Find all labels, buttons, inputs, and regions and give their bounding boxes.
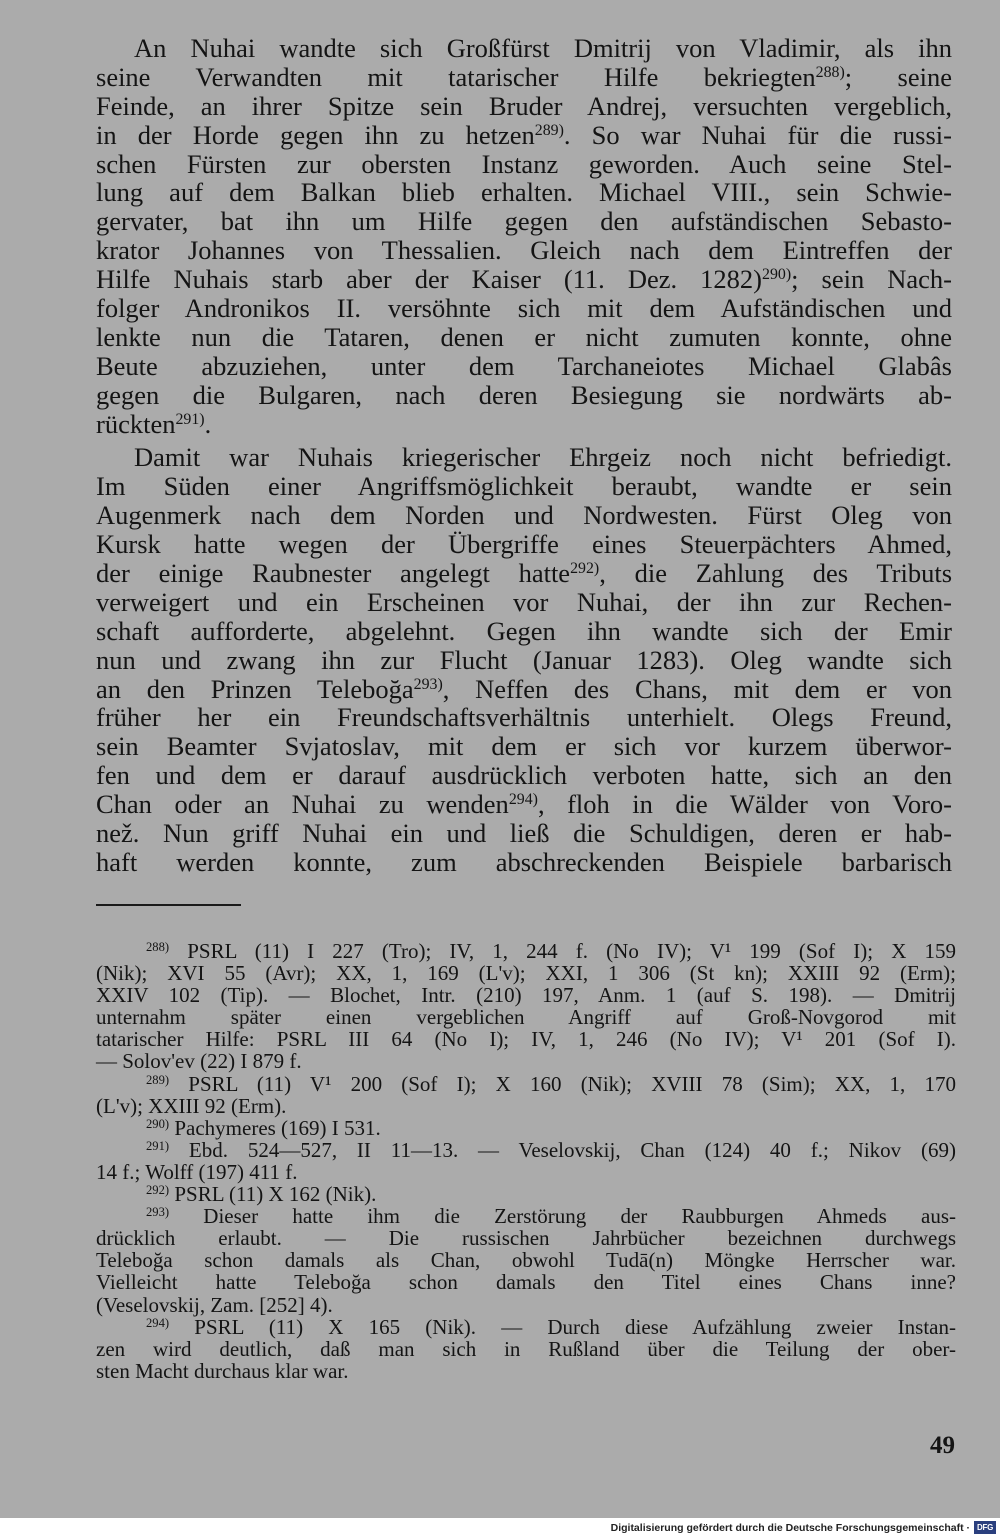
footnote-marker: 291) xyxy=(146,1138,170,1153)
text-line-text: An Nuhai wandte sich Großfürst Dmitrij von Vladimir, als ihn xyxy=(134,33,952,63)
text-line-text: Chan oder an Nuhai zu wenden xyxy=(96,789,509,820)
text-line-text: seine Verwandten mit tatarischer Hilfe bekriegten xyxy=(96,61,816,92)
text-line-text-after-marker: . xyxy=(204,408,212,439)
text-line-text: lenkte nun die Tataren, denen er nicht zumuten konnte, ohne xyxy=(96,321,952,352)
text-line xyxy=(96,732,952,761)
page-number: 49 xyxy=(930,1432,955,1459)
text-line xyxy=(96,703,952,732)
text-line-text: rückten xyxy=(96,408,176,439)
text-line xyxy=(96,63,952,92)
footnote-marker: 290) xyxy=(762,266,792,284)
text-line-text-after-marker: , floh in die Wälder von Voro- xyxy=(537,789,952,820)
text-line-text-after-marker: , Neffen des Chans, mit dem er von xyxy=(442,673,952,704)
digitization-credit: Digitalisierung gefördert durch die Deutsche Forschungsgemeinschaft · xyxy=(610,1522,970,1534)
text-line xyxy=(96,617,952,646)
text-line-text: gervater, bat ihn um Hilfe gegen den aufständischen Sebasto- xyxy=(96,206,952,237)
text-line xyxy=(96,265,952,294)
text-line-text: schaft aufforderte, abgelehnt. Gegen ihn wandte sich der Emir xyxy=(96,615,952,646)
footnote-line-text: sten Macht durchaus klar war. xyxy=(96,1358,349,1383)
text-line xyxy=(96,819,952,848)
text-line-text: folger Andronikos II. versöhnte sich mit dem Aufständischen und xyxy=(96,293,952,324)
footnote-line xyxy=(96,962,956,984)
text-line-text: schen Fürsten zur obersten Instanz geworden. Auch seine Stel- xyxy=(96,148,952,179)
text-line xyxy=(96,790,952,819)
footnote-marker: 288) xyxy=(815,64,845,82)
text-line xyxy=(96,410,952,439)
footnote-line xyxy=(96,1316,956,1338)
footnote-marker: 292) xyxy=(146,1183,170,1198)
text-line-text-after-marker: ; seine xyxy=(844,61,952,92)
footnote-line-text-after-marker: Pachymeres (169) I 531. xyxy=(169,1115,381,1140)
footnote-line-text: 14 f.; Wolff (197) 411 f. xyxy=(96,1159,298,1184)
footnote-line-text: — Solov'ev (22) I 879 f. xyxy=(96,1049,302,1074)
footnote-line-text: XXIV 102 (Tip). — Blochet, Intr. (210) 197, Anm. 1 (auf S. 198). — Dmitrij xyxy=(96,983,956,1008)
footnote-line xyxy=(96,1205,956,1227)
footnote-line xyxy=(96,1227,956,1249)
footnote-separator xyxy=(96,904,241,906)
text-line xyxy=(96,150,952,179)
text-line xyxy=(96,588,952,617)
text-line xyxy=(96,294,952,323)
footnote-line xyxy=(96,1183,956,1205)
text-line xyxy=(96,501,952,530)
text-line-text: Kursk hatte wegen der Übergriffe eines Steuerpächters Ahmed, xyxy=(96,529,952,560)
dfg-logo: DFG xyxy=(974,1521,996,1534)
footnote-marker: 289) xyxy=(146,1072,170,1087)
footnote-line-text-after-marker: PSRL (11) X 165 (Nik). — Durch diese Aufzählung zweier Instan- xyxy=(169,1314,956,1339)
footnote-line-text: (Nik); XVI 55 (Avr); XX, 1, 169 (L'v); XXI, 1 306 (St kn); XXIII 92 (Erm); xyxy=(96,961,956,986)
text-line-text-after-marker: , die Zahlung des Tributs xyxy=(599,558,953,589)
footnote-line xyxy=(96,1139,956,1161)
text-line xyxy=(96,352,952,381)
text-line-text: lung auf dem Balkan blieb erhalten. Michael VIII., sein Schwie- xyxy=(96,177,952,208)
text-line-text: früher her ein Freundschaftsverhältnis unterhielt. Olegs Freund, xyxy=(96,702,952,733)
footnote-line xyxy=(96,940,956,962)
text-line xyxy=(96,207,952,236)
text-line-text: nun und zwang ihn zur Flucht (Januar 1283). Oleg wandte sich xyxy=(96,644,952,675)
text-line xyxy=(96,443,952,472)
text-line-text: než. Nun griff Nuhai ein und ließ die Schuldigen, deren er hab- xyxy=(96,818,952,849)
footnote-line-text-after-marker: Ebd. 524—527, II 11—13. — Veselovskij, Chan (124) 40 f.; Nikov (69) xyxy=(169,1137,956,1162)
text-line xyxy=(96,323,952,352)
footnote-line-text-after-marker: PSRL (11) I 227 (Tro); IV, 1, 244 f. (No IV); V¹ 199 (Sof I); X 159 xyxy=(169,939,956,963)
text-line-text: krator Johannes von Thessalien. Gleich nach dem Eintreffen der xyxy=(96,235,952,266)
footnote-line-text: drücklich erlaubt. — Die russischen Jahrbücher bezeichnen durchwegs xyxy=(96,1226,956,1251)
footnote-line-text: (Veselovskij, Zam. [252] 4). xyxy=(96,1292,333,1317)
text-line xyxy=(96,530,952,559)
text-line xyxy=(96,34,952,63)
text-line-text: fen und dem er darauf ausdrücklich verboten hatte, sich an den xyxy=(96,760,952,791)
text-line xyxy=(96,92,952,121)
footnote-marker: 294) xyxy=(508,791,538,809)
text-line-text: Beute abzuziehen, unter dem Tarchaneiotes Michael Glabâs xyxy=(96,350,952,381)
footnote-line-text: tatarischer Hilfe: PSRL III 64 (No I); IV, 1, 246 (No IV); V¹ 201 (Sof I). xyxy=(96,1027,956,1052)
footnote-line-text-after-marker: PSRL (11) X 162 (Nik). xyxy=(169,1182,377,1207)
footnote-line xyxy=(96,1294,956,1316)
footnote-line xyxy=(96,984,956,1006)
text-line-text: Feinde, an ihrer Spitze sein Bruder Andrej, versuchten vergeblich, xyxy=(96,90,952,121)
text-line-text: sein Beamter Svjatoslav, mit dem er sich vor kurzem überwor- xyxy=(96,731,952,762)
footnote-marker: 292) xyxy=(570,560,600,578)
text-line-text: verweigert und ein Erscheinen vor Nuhai, der ihn zur Rechen- xyxy=(96,586,952,617)
footnote-line xyxy=(96,1073,956,1095)
footnote-line-text: Teleboğa schon damals als Chan, obwohl Tudā(n) Möngke Herrscher war. xyxy=(96,1248,956,1273)
footnote-marker: 293) xyxy=(146,1205,170,1220)
text-line-text: Augenmerk nach dem Norden und Nordwesten. Fürst Oleg von xyxy=(96,500,952,531)
footnote-marker: 293) xyxy=(413,675,443,693)
text-line xyxy=(96,121,952,150)
footnote-line xyxy=(96,1338,956,1360)
text-line-text: in der Horde gegen ihn zu hetzen xyxy=(96,119,535,150)
footnote-marker: 291) xyxy=(175,410,205,428)
text-line-text: Hilfe Nuhais starb aber der Kaiser (11. Dez. 1282) xyxy=(96,264,762,295)
footnote-line xyxy=(96,1117,956,1139)
text-line xyxy=(96,646,952,675)
text-line xyxy=(96,381,952,410)
footnote-line xyxy=(96,1006,956,1028)
footnote-line-text-after-marker: PSRL (11) V¹ 200 (Sof I); X 160 (Nik); XVIII 78 (Sim); XX, 1, 170 xyxy=(169,1071,956,1096)
text-line-text: an den Prinzen Teleboğa xyxy=(96,673,414,704)
footnote-line xyxy=(96,1360,956,1382)
text-line xyxy=(96,675,952,704)
footnote-line xyxy=(96,1161,956,1183)
footnote-line-text: zen wird deutlich, daß man sich in Rußland über die Teilung der ober- xyxy=(96,1336,956,1361)
text-line xyxy=(96,559,952,588)
text-line xyxy=(96,236,952,265)
text-line xyxy=(96,178,952,207)
footnote-marker: 294) xyxy=(146,1315,170,1330)
text-line-text: gegen die Bulgaren, nach deren Besiegung sie nordwärts ab- xyxy=(96,379,952,410)
footnotes-block xyxy=(96,940,956,1382)
text-line xyxy=(96,472,952,501)
footnote-line xyxy=(96,1095,956,1117)
text-line xyxy=(96,761,952,790)
footnote-line-text-after-marker: Dieser hatte ihm die Zerstörung der Raubburgen Ahmeds aus- xyxy=(169,1204,956,1229)
footnote-marker: 290) xyxy=(146,1116,170,1131)
text-line xyxy=(96,848,952,877)
footnote-line xyxy=(96,1028,956,1050)
text-line-text-after-marker: ; sein Nach- xyxy=(791,264,952,295)
main-text-block xyxy=(96,34,952,877)
text-line-text-after-marker: . So war Nuhai für die russi- xyxy=(563,119,952,150)
text-line-text: der einige Raubnester angelegt hatte xyxy=(96,558,571,589)
footnote-line-text: (L'v); XXIII 92 (Erm). xyxy=(96,1093,287,1118)
text-line-text: Damit war Nuhais kriegerischer Ehrgeiz noch nicht befriedigt. xyxy=(134,442,952,473)
footnote-line-text: unternahm später einen vergeblichen Angriff auf Groß-Novgorod mit xyxy=(96,1005,956,1030)
footnote-marker: 288) xyxy=(146,940,170,955)
footnote-line xyxy=(96,1249,956,1271)
footnote-line-text: Vielleicht hatte Teleboğa schon damals den Titel eines Chans inne? xyxy=(96,1270,956,1295)
footnote-marker: 289) xyxy=(534,121,564,139)
footnote-line xyxy=(96,1050,956,1072)
text-line-text: haft werden konnte, zum abschreckenden Beispiele barbarisch xyxy=(96,846,952,877)
footnote-line xyxy=(96,1271,956,1293)
text-line-text: Im Süden einer Angriffsmöglichkeit beraubt, wandte er sein xyxy=(96,471,952,502)
